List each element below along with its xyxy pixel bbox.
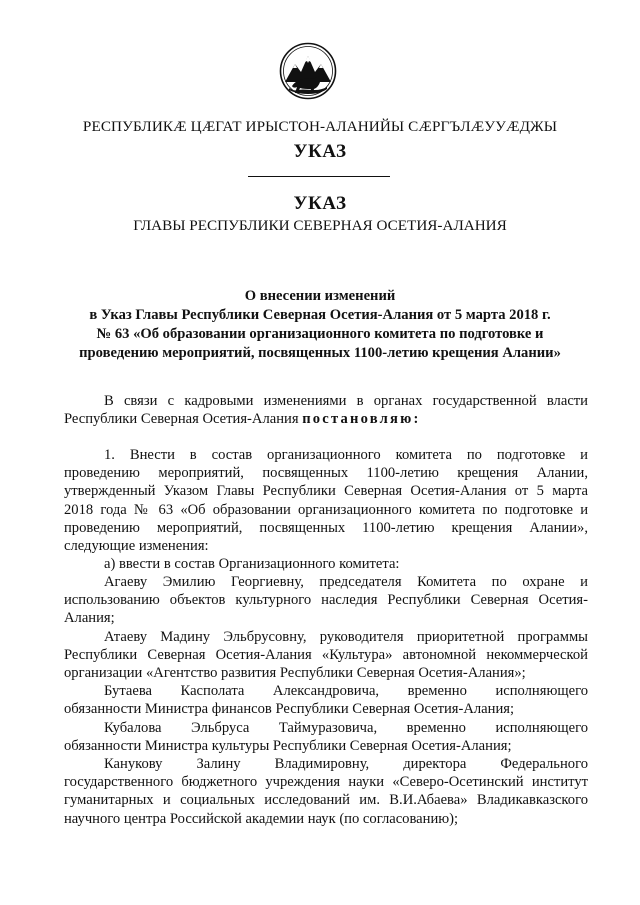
ossetian-republic-title: РЕСПУБЛИКӔ ЦӔГАТ ИРЫСТОН-АЛАНИЙЫ СӔРГЪЛӔУУӔДЖЫ: [82, 118, 558, 135]
item-line: проведению мероприятий, посвященных 1100-летию крещения Алании,: [64, 465, 588, 482]
member-line: научного центра Российской академии наук (по согласованию);: [64, 810, 459, 827]
resolve-keyword: постановляю:: [302, 411, 421, 428]
member-line: Бутаева Касполата Александровича, временно исполняющего: [104, 683, 588, 700]
member-line: государственного бюджетного учреждения науки «Северо-Осетинский институт: [64, 774, 588, 791]
member-ageeva: [64, 573, 588, 828]
ossetian-ukaz-heading: УКАЗ: [293, 141, 347, 162]
member-line: организации «Агентство развития Республики Северная Осетия-Алания»;: [64, 665, 526, 682]
item-line: 1. Внести в состав организационного комитета по подготовке и: [104, 447, 588, 463]
preamble-line: [64, 410, 588, 428]
member-line: обязанности Министра финансов Республики Северная Осетия-Алания;: [64, 701, 515, 718]
member-line: Канукову Залину Владимировну, директора Федерального: [104, 756, 588, 773]
subject-line: проведению мероприятий, посвященных 1100-летию крещения Алании»: [79, 345, 561, 361]
member-line: Алания;: [64, 610, 115, 627]
sub-item-a: а) ввести в состав Организационного комитета:: [104, 556, 400, 573]
member-line: Атаеву Мадину Эльбрусовну, руководителя приоритетной программы: [104, 628, 588, 645]
coat-of-arms-emblem: [279, 42, 337, 100]
member-line: Республики Северная Осетия-Алания «Культура» автономной некоммерческой: [64, 646, 588, 663]
member-line: использованию объектов культурного наследия Республики Северная Осетия-: [64, 592, 588, 609]
item-line: следующие изменения:: [64, 538, 209, 555]
item-line: проведению мероприятий, посвященных 1100-летию крещения Алании»,: [64, 519, 588, 536]
preamble-paragraph: [64, 392, 588, 428]
russian-head-title: ГЛАВЫ РЕСПУБЛИКИ СЕВЕРНАЯ ОСЕТИЯ-АЛАНИЯ: [133, 217, 507, 234]
item-line: 2018 года № 63 «Об образовании организационного комитета по подготовке и: [64, 501, 588, 518]
member-line: Агаеву Эмилию Георгиевну, председателя Комитета по охране и: [104, 574, 588, 590]
header-divider: [248, 176, 390, 177]
emblem-icon: [279, 42, 337, 100]
subject-line: О внесении изменений: [244, 288, 396, 304]
member-line: гуманитарных и социальных исследований им. В.И.Абаева» Владикавказского: [64, 792, 588, 809]
item-line: утвержденный Указом Главы Республики Северная Осетия-Алания от 5 марта: [64, 483, 588, 500]
item-1-paragraph: [64, 446, 588, 573]
member-line: обязанности Министра культуры Республики Северная Осетия-Алания;: [64, 737, 512, 754]
preamble-text: Республики Северная Осетия-Алания: [64, 411, 303, 428]
subject-line: в Указ Главы Республики Северная Осетия-Алания от 5 марта 2018 г.: [89, 307, 551, 323]
preamble-line: В связи с кадровыми изменениями в органах государственной власти: [104, 393, 588, 409]
russian-ukaz-heading: УКАЗ: [293, 193, 347, 214]
member-line: Кубалова Эльбруса Таймуразовича, временно исполняющего: [104, 719, 588, 736]
subject-line: № 63 «Об образовании организационного комитета по подготовке и: [96, 326, 544, 342]
decree-subject: [40, 287, 600, 363]
